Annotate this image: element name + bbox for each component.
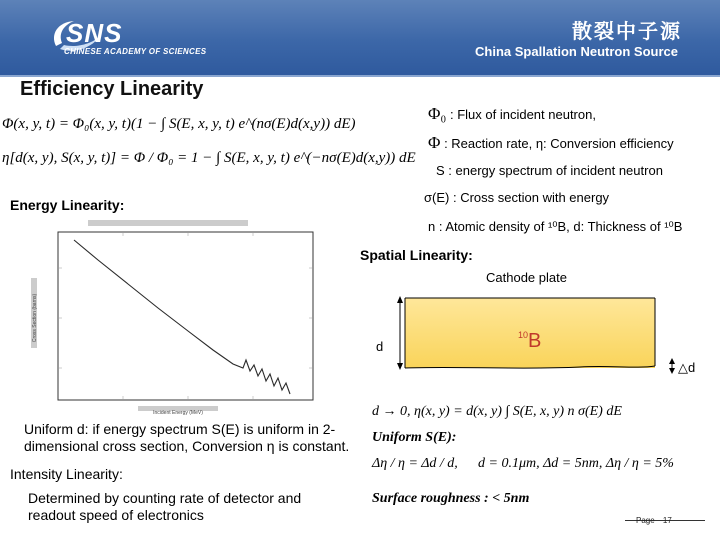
definition-text: : Atomic density of ¹⁰B, d: Thickness of ¹⁰B [438, 219, 683, 234]
efficiency-formula: η[d(x, y), S(x, y, t)] = Φ / Φ₀ = 1 − ∫ S(E, x, y, t) e^(−nσ(E)d(x,y)) dE [2, 150, 416, 166]
page-number: 17 [662, 516, 672, 525]
spatial-linearity-heading: Spatial Linearity: [360, 247, 473, 263]
energy-linearity-heading: Energy Linearity: [10, 197, 125, 213]
page-label: Page [636, 516, 655, 525]
boron-label [518, 330, 541, 353]
plot-y-axis-label: Cross Section (barns) [32, 293, 38, 343]
definition-text: : Flux of incident neutron, [449, 107, 596, 122]
definition-text: : Cross section with energy [452, 190, 610, 205]
uniform-s-equation: Uniform S(E): [372, 430, 457, 445]
logo-subtitle: CHINESE ACADEMY OF SCIENCES [64, 47, 207, 56]
logo-text: SNS [66, 18, 123, 48]
definition-symbol: Φ₀ [428, 104, 447, 123]
definition-text: : energy spectrum of incident neutron [448, 163, 663, 178]
flux-formula: Φ(x, y, t) = Φ₀(x, y, t)(1 − ∫ S(E, x, y, t) e^(nσ(E)d(x,y)) dE) [2, 116, 356, 132]
definition-reaction [428, 133, 674, 153]
definition-symbol: Φ [428, 133, 441, 152]
definition-density [428, 219, 682, 235]
page-indicator [636, 516, 672, 525]
definition-flux [428, 104, 596, 124]
thin-film-equation: d → 0, η(x, y) = d(x, y) ∫ S(E, x, y) n σ(E) dE [372, 404, 622, 419]
header-divider [0, 75, 720, 77]
definition-spectrum [436, 163, 663, 178]
plot-x-axis-label: Incident Energy (MeV) [153, 410, 203, 416]
uniform-d-text: Uniform d: if energy spectrum S(E) is uniform in 2-dimensional cross section, Conversion η is constant. [24, 421, 350, 454]
definition-cross-section [424, 190, 609, 205]
definition-symbol: σ(E) [424, 190, 450, 205]
boron-symbol: B [528, 330, 542, 352]
slide-title: Efficiency Linearity [20, 78, 204, 100]
definition-symbol: S [436, 163, 445, 178]
boron-mass-number: 10 [518, 330, 529, 340]
cross-section-plot [28, 218, 328, 418]
definition-text: : Reaction rate, η: Conversion efficiency [444, 136, 674, 151]
definition-symbol: n [428, 219, 436, 234]
intensity-text: Determined by counting rate of detector and readout speed of electronics [28, 490, 302, 523]
cathode-plate-label: Cathode plate [486, 270, 567, 285]
header-banner [0, 0, 720, 75]
org-name-cn: 散裂中子源 [572, 19, 682, 43]
delta-d-label: △d [678, 360, 696, 375]
org-name-en: China Spallation Neutron Source [475, 44, 678, 59]
intensity-linearity-heading: Intensity Linearity: [10, 466, 123, 482]
numeric-error-equation: d = 0.1μm, Δd = 5nm, Δη / η = 5% [478, 456, 674, 471]
surface-roughness-equation: Surface roughness : < 5nm [372, 491, 530, 506]
relative-error-equation: Δη / η = Δd / d, [372, 456, 458, 471]
thickness-label: d [376, 339, 384, 354]
